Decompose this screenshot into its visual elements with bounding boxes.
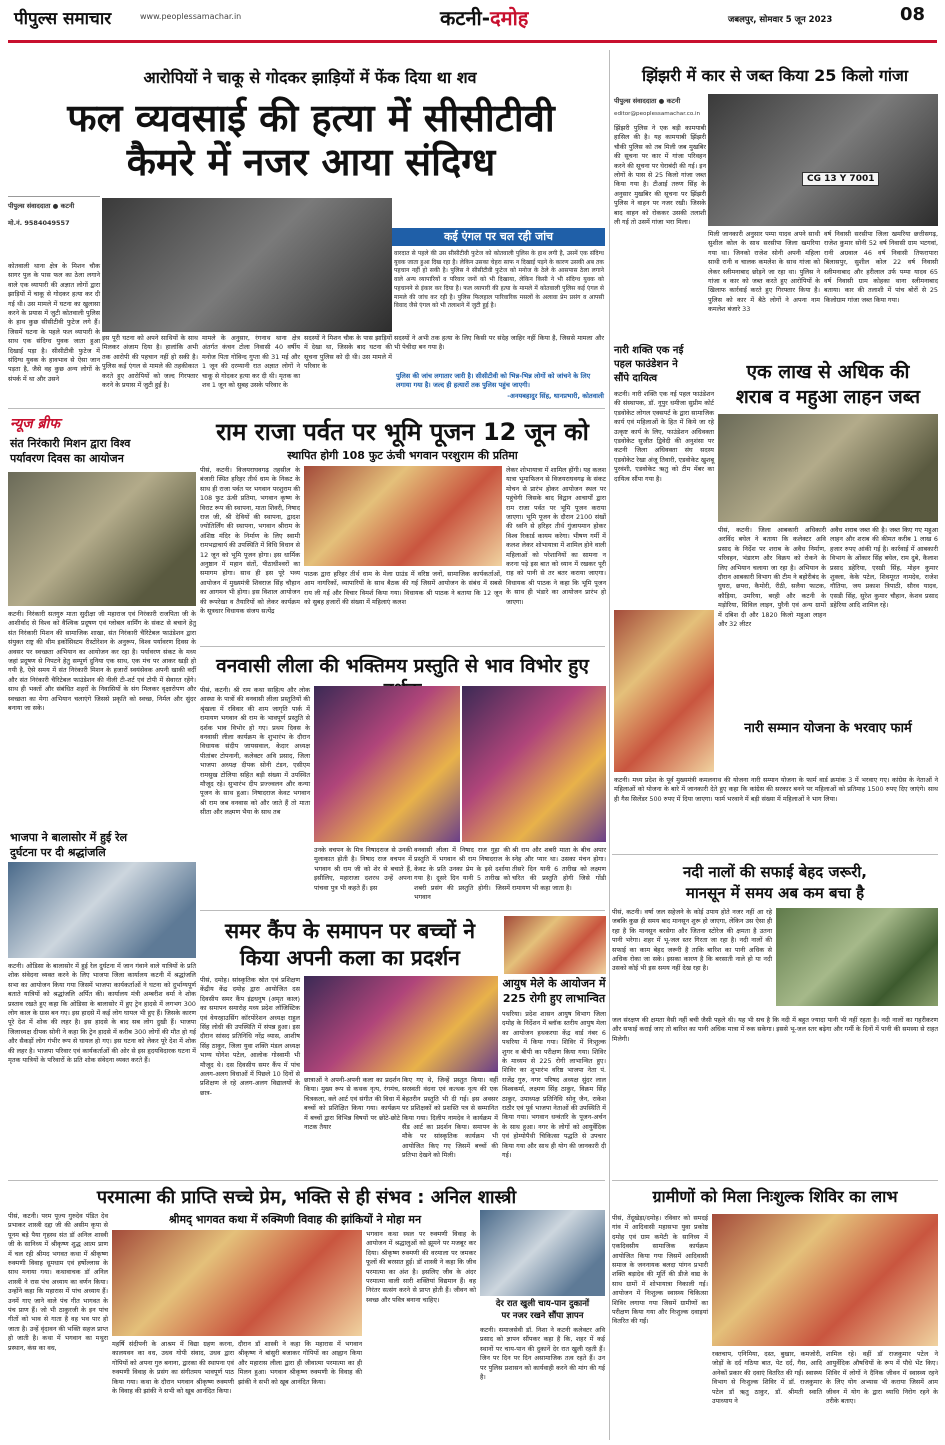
summer-camp-headline-line2: किया अपनी कला का प्रदर्शन (240, 946, 460, 970)
vanvasi-col-4: श्री राम और शबरी माता के बीच अपार स्नेह और प्यार था। उसका मंचन होगा। तीसरे दिन यानी 6 तारीख को लक्ष्मण चरित की प्रस्तुति होगी जिसे गोंडी रामायण भी कहा जाता है। (512, 846, 606, 892)
felicitation-photo (314, 686, 460, 842)
anil-col-4: भगवान कथा स्थल पर रुक्मणी विवाह के आयोजन में श्रद्धालुओं को झूमने पर मजबूर कर दिया। श्रीकृष्ण रुक्मणी की वरमाला पर जमकर फूलों की बरसात हुई। डॉ शास्त्री ने कहा कि जीव परमात्मा का अंश है। इसलिए जीव के अंदर परमात्मा वाली सारी शक्तियां विद्यमान हैं। वह निरंतर सत्संग करने से प्राप्त होती हैं। जीवन को स्वच्छ और पवित्र बनाना चाहिए। (366, 1230, 476, 1304)
lead-kicker: आरोपियों ने चाकू से गोदकर झाड़ियों में फेंक दिया था शव (143, 68, 477, 87)
newspaper-logo: पीपुल्स समाचार (14, 9, 112, 29)
car-number-plate: CG 13 Y 7001 (802, 172, 879, 186)
sharab-col-2: अवैध शराब जब्त की है। जब्त किए गए महुआ लाहन और शराब की कीमत करीब 1 लाख 6 हजार रुपए आंकी गई है। कार्रवाई में आबकारी विभाग के ओंकार सिंह बघेल, राम दुबे, कैलाश प्रसाद डहेरिया, एसडी सिंह, मोहन कुमार शुक्ला, केके पटेल, शिवमूरत नामदेव, राजेश गौतिया, जय प्रकाश त्रिपाठी, सौरव यादव, एसडी सिंह, सुरेश कुमार चौहान, केशव प्रसाद डहेरिया आदि शामिल रहे। (830, 526, 938, 610)
nadi-col-1: पीसं, कटनी। वर्षा जल सहेजने के कोई उपाय होते नजर नहीं आ रहे जबकि कुछ ही समय बाद मानसून शुरू हो जाएगा, लेकिन उस ऐसा ही रहा है कि मानसून बरसेगा और जितना स्टोरेज की क्षमता है उतना पानी भरेगा। शहर में भू-जल स्तर गिरता जा रहा है। नदी नालों की सफाई का काम बेहद जरूरी है ताकि बारिश का पानी अधिक से अधिक रोका जा सके। इसका कारण है कि बरसाती नाले हो या नदी उसको कोई भी इस समय नहीं देख रहा है। (612, 908, 772, 973)
brief-2-text: कटनी। ओडिसा के बालासोर में हुई रेल दुर्घटना में जान गंवाने वाले यात्रियों के प्रति शोक संवेदना व्यक्त करने के लिए भाजपा जिला कार्यालय कटनी में श्रद्धांजलि सभा का आयोजन किया गया जिसमें भाजपा कार्यकर्ताओं ने घटना को दुर्भाग्यपूर्ण बताते यात्रियों को श्रद्धांजलि अर्पित की। कार्यालय मंत्री अम्बरीश वर्मा ने शोक प्रस्ताव रखते हुए कहा कि ओडिसा के बालासोर में हुए ट्रेन हादसे में लगभग 300 लोग काल के ग्रास बन गए। इस हादसे में कई लोग घायल भी हुए हैं। जिसके कारण पूरे देश में शोक की लहर है। इस हादसे के बाद सब लोग दुखी हैं। भाजपा जिलाध्यक्ष दीपक सोनी ने कहा कि ट्रेन हादसे में करीब 300 लोगों की मौत हो गई और सैकड़ों लोग गंभीर रूप से घायल हो गए। इस घटना को लेकर पूरे देश में शोक की लहर है। भाजपा परिवार एवं कार्यकर्ताओं की ओर से इस हृदयविदारक घटना में मृतक यात्रियों के परिवारों के प्रति शोक संवेदना व्यक्त करते हैं। (8, 962, 196, 1065)
summer-camp-col-2: छात्राओं ने अपनी-अपनी कला का प्रदर्शन किया। मुख्य रूप से कथक नृत्य, रंगमंच, चित्रकला, क्ले आर्ट एवं संगीत की विधा में बच्चों को प्रशिक्षित किया गया। कार्यक्रम में बच्चों द्वारा विभिन्न विषयों पर छोटे-छोटे नाटक तैयार (304, 1076, 400, 1132)
sharab-headline-line1: एक लाख से अधिक की (746, 361, 910, 383)
vanvasi-col-3: वनवासी लीला में निषाद राज गुहा की प्रस्तुति में भगवान श्री राम निषादराज के केवट के प्रति उनका प्रेम के इसे दर्शाया गया है। दूसरे दिन यानी 5 तारीख को शबरी प्रसंग की प्रस्तुति होगी। जिसमें भगवान (414, 846, 510, 902)
section-title-damoh: दमोह (490, 6, 529, 30)
health-camp-photo (712, 1214, 938, 1346)
summer-camp-headline (200, 918, 500, 972)
brief-1-headline (10, 436, 190, 466)
lead-byline-box (8, 196, 100, 250)
vanvasi-col-2: उनके वचपन के मित्र निषादराज से उनकी मुलाकात होती है। निषाद राज वचपन में भगवान श्री राम जी को शेर से बचाते हैं, इसीलिए, महाराजा दशरथ उन्हें अपना पांचवा पुत्र भी कहते हैं। इस (314, 846, 412, 892)
anil-col-3: दौरान डॉ शास्त्री ने कहा कि महारास में भगवान श्रीकृष्ण ने बांसुरी बजाकर गोपियों का आह्वान किया और महारास लीला द्वारा ही जीवात्मा परमात्मा का ही मिलन हुआ। भगवान श्रीकृष्ण रुक्मणी के विवाह की झांकी ने सभी को खूब आनंदित किया। (238, 1340, 362, 1386)
memorandum-photo (480, 1210, 605, 1296)
lead-headline-2: कैमरे में नजर आया संदिग्ध (126, 140, 496, 184)
divider-vertical (609, 50, 610, 1440)
river-photo (776, 908, 938, 1006)
summer-camp-col-1: पीसं, दमोह। सांस्कृतिक स्रोत एवं प्रशिक्षण केंद्रीय केंद्र दमोह द्वारा आयोजित दस दिवसीय समर कैंप इंद्रधनुष (अमृत काल) का समापन समारोह मध्य प्रदेश लॉजिस्टिक एवं वेयरहाउसिंग कॉरपोरेशन अध्यक्ष राहुल सिंह लोधी की उपस्थिति में संपन्न हुआ। इस दौरान सांसद प्रतिनिधि नरेंद्र व्यास, आशीष सिंह ठाकुर, जिला युवा शक्ति मंडल अध्यक्ष भाग्य योगेश पटेल, आलोक गोस्वामी भी मौजूद थे। दस दिवसीय समर कैंप में पांच अलग-अलग विधाओं में पिछले 10 दिनों से प्रशिक्षण ले रहे अलग-अलग विद्यालयों के छात्र- (200, 976, 300, 1097)
dateline: जबलपुर, सोमवार 5 जून 2023 (728, 15, 833, 25)
vanvasi-headline: वनवासी लीला की भक्तिमय प्रस्तुति से भाव विभोर हुए (216, 655, 589, 677)
nari-shakti-text: कटनी। नारी शक्ति एक नई पहल फाउंडेशन की संस्थापक, डॉ. नूपुर धमीजा सुप्रीम कोर्ट एडवोकेट लोगल एक्सपर्ट के द्वारा सामाजिक कार्य एवं महिलाओं के हित में किये जा रहे उत्कृष्ट कार्य के लिए, फाउंडेशन अधिवक्ता एडवोकेट सुजीत द्विवेदी की अनुशंसा पर कटनी जिला अधिवक्ता संघ सदस्य एडवोकेट रेखा अंजू तिवारी, एडवोकेट खुशबू पुरवंशी, एडवोकेट ऋतु को टीम मेंबर का दायित्व सौंपा गया है। (614, 390, 714, 483)
website-url[interactable]: www.peoplessamachar.in (140, 12, 242, 21)
quote-attribution: -अनयबहादुर सिंह, थानप्रभारी, कोतवाली (507, 392, 604, 400)
sharab-col-1: पीसं, कटनी। जिला आबकारी अधिकारी अरविंद बघेल ने बताया कि कलेक्टर अवि प्रसाद के निर्देश पर शराब के अवैध निर्माण, परिवहन, भंडारण और विक्रय को रोकने के लिए अभियान चलाया जा रहा है। अभियान के दौरान आबकारी विभाग की टीम ने बहोरीबंद के घुघरा, छपरा, कैमोरी, रीठी, सलैया फाटक, कौड़िया, उमरिया, बरही और कटनी के मड़ोरिया, सिविल लाइन, पुरैनी एवं अन्य ग्रामों में दबिश दी और 1820 किलो महुआ लाहन और 32 लीटर (718, 526, 826, 629)
masthead (0, 0, 945, 46)
gramin-col-2: रक्तचाप, एनिमिया, दस्त, बुखार, कमजोरी, जोड़ों के दर्द गठिया बात, पेट दर्द, गैस, आदि अनेकों प्रकार की दवाएं वितरित की गईं। स्वास्थ्य विभाग से निःशुल्क शिविर में डॉ. राजकुमार पटेल डॉ ऋतु ठाकुर, डॉ. श्रीमती स्वाति उपाध्याय ने (712, 1350, 822, 1406)
anil-headline: परमात्मा की प्राप्ति सच्चे प्रेम, भक्ति से ही संभव : अनिल शास्त्री (96, 1187, 517, 1208)
nadi-col-2: जल संरक्षण की क्षमता वैसी नहीं बची जैसी पहले थी। यह भी सच है कि नदी में बहुत ज्यादा पानी भी नहीं रहता है। नदी नालों का गहरीकरण और सफाई कराई जाए तो बारिश का पानी अधिक मात्रा में रुक सकेगा। इससे भू-जल स्तर बढ़ेगा और गर्मी के दिनों में पानी की समस्या से राहत मिलेगी। (612, 1016, 938, 1043)
anil-col-1: पीसं, कटनी। परम पूज्य गुरुदेव पंडित देव प्रभाकर शास्त्री दद्दा जी की असीम कृपा से पूनम बड़े पैया गृहस्थ संत डॉ अनिल शास्त्री जी के सानिध्य में श्रीकृष्ण शुद्ध आत्म प्राण में चल रही श्रीमद भगवत कथा में श्रीकृष्ण रुक्मणी विवाह धूमधाम एवं हर्षोल्लास के साथ मनाया गया। कथावाचक डॉ अनिल शास्त्री ने रास पंच अध्याय का वर्णन किया। उन्होंने कहा कि महारास में पांच अध्याय हैं। उनमें गाए जाने वाले पंच गीत भागवत के पंच प्राण हैं। जो भी ठाकुरजी के इन पांच गीतों को भाव से गाता है वह भव पार हो जाता है। उन्हें वृंदावन की भक्ति सहज प्राप्त हो जाती है। कथा में भगवान का मथुरा प्रस्थान, कंस का वध, (8, 1212, 108, 1352)
memorandum-headline-line1: देर रात खुली चाय-पान दुकानों (495, 1299, 590, 1309)
nari-shakti-headline (614, 344, 714, 386)
lead-headline-1: फल व्यवसाई की हत्या में सीसीटीवी (67, 96, 555, 140)
investigation-box-text: वारदात से पहले की उस सीसीटीवी फुटेज को कोतवाली पुलिस के हाथ लगी है, उसमें एक संदिग्ध युवक जाता हुआ दिख रहा है। लेकिन उसका चेहरा साफ न दिखाई पड़ने के कारण उसकी अब तक पहचान नहीं हो सकी है। पुलिस ने सीसीटीवी फुटेज को मनोज के ठेले के आसपास ठेला लगाने वाले अन्य व्यापारियों व परिवार जनों को भी दिखाया, लेकिन किसी ने भी संदिग्ध युवक को पहचानने से इंकार कर दिया है। फल व्यापारी की हत्या के मामले में कोतवाली पुलिस कई एंगल से मामले की जांच कर रही है। पुलिस फिलहाल पारिवारिक मसलों के अलावा प्रेम प्रसंग व आपसी विवाद जैसे एंगल को भी तलाशने में जुटी हुई है। (394, 250, 604, 310)
gramin-headline: ग्रामीणों को मिला निःशुल्क शिविर का लाभ (652, 1187, 898, 1206)
summer-camp-headline-line1: समर कैंप के समापन पर बच्चों ने (224, 919, 476, 943)
sharab-headline (718, 360, 938, 410)
cctv-photo (102, 198, 392, 332)
ram-raja-headline: राम राजा पर्वत पर भूमि पूजन 12 जून को (216, 418, 589, 446)
lead-col-1: कोतवाली थाना क्षेत्र के मिशन चौक सागर पुल के पास फल का ठेला लगाने वाले एक व्यापारी की अज्ञात लोगों द्वारा झाड़ियों में चाकू से गोदकर हत्या कर दी गई थी। उस मामले में घटना का खुलासा करने के प्रयास में जुटी कोतवाली पुलिस के हाथ कुछ सीसीटीवी फुटेज लगे हैं। जिसमें घटना के पहले फल व्यापारी के साथ एक संदिग्ध युवक जाता हुआ दिखाई पड़ा है। सीसीटीवी फुटेज में संदिग्ध युवक के हावभाव से ऐसा जान पड़ता है, जैसे वह कुछ अन्य लोगों के संपर्क में था और उसने (8, 262, 100, 383)
nadi-headline (612, 862, 938, 904)
brief-1-headline-line2: पर्यावरण दिवस का आयोजन (10, 452, 124, 465)
form-filling-photo (614, 610, 714, 772)
meeting-photo (304, 466, 502, 566)
lead-col-4: सदस्यों ने मिशन चौक के पास झाड़ियों में देखा था, जिसके बाद घटना की सूचना पुलिस को दी थी। उस मामले में परिवार के (304, 334, 392, 371)
award-photo (504, 916, 606, 974)
jhinjhari-byline: पीपुल्स संवाददाता ● कटनी (614, 97, 681, 105)
lead-col-5: सदस्यों ने अभी तक हत्या के लिए किसी पर संदेह जाहिर नहीं किया है, जिससे मामला और भी पेचीदा बन गया है। (394, 334, 604, 352)
jhinjhari-email[interactable]: editor@peoplessamachar.co.in (614, 111, 701, 117)
nari-shakti-headline-line3: सौंपे दायित्व (614, 373, 658, 384)
children-performance-photo (304, 976, 498, 1072)
ayush-headline (502, 976, 606, 1006)
nadi-headline-line2: मानसून में समय अब कम बचा है (685, 884, 865, 902)
ram-raja-col-3: लेकर शोभायात्रा में शामिल होंगी। यह कलश यात्रा भूमाफिलन से विजयराघवगढ़ के संकट मोचन से प्रारंभ होकर आयोजन स्थल पर पहुंचेगी जिसके बाद विद्वान आचार्यों द्वारा राम राजा पर्वत पर भूमि पूजन कराया जाएगा। भूमि पूजन के दौरान 2100 संखों की ध्वनि से हरिहर तीर्थ गुंजायमान होकर विश्व रिकार्ड कायम करेगा। भीषण गर्मी में कलश लेकर शोभायात्रा में शामिल होने वाली महिलाओं को परेशानियों का सामना न करना पड़े इस बात को ध्यान में रखकर पूरी राह को पानी से तर बतर कराया जाएगा। विधायक श्री पाठक ने कहा कि भूमि पूजन के साथ ही भंडारे का आयोजन प्रारंभ हो जाएगा। (506, 466, 606, 606)
news-brief-label: न्यूज ब्रीफ (10, 416, 60, 432)
divider-vanvasi (200, 910, 605, 911)
ram-raja-subhead: स्थापित होगी 108 फुट ऊंची भगवान परशुराम की प्रतिमा (287, 449, 518, 462)
page-number: 08 (900, 4, 926, 25)
ayush-text: पथरिया। प्रदेश शासन आयुष विभाग जिला दमोह के निर्देशन में ब्लॉक स्तरीय आयुष मेला का आयोजन हथकरघा केंद्र वार्ड नंबर 6 पथरिया में किया गया। शिविर में निःशुल्क शुगर व बीपी का परीक्षण किया गया। शिविर के माध्यम से 225 रोगी लाभान्वित हुए। शिविर का शुभारंभ वरिष्ठ भाजपा नेता पं. राजेंद्र गुरु, नगर परिषद अध्यक्ष सुंदर लाल विश्वकर्मा, लक्ष्मण सिंह ठाकुर, विक्रम सिंह ठाकुर, उपाध्यक्ष प्रतिनिधि सोनू जैन, राकेश राठौर एवं पूर्व भाजपा नेताओं की उपस्थिति में किया गया। भगवान धन्वंतरि के पूजन-अर्चन के साथ हुआ। नगर के लोगों को आयुर्वेदिक एवं होम्योपैथी चिकित्सा पद्धति से उपचार किया गया और साथ ही योग की जानकारी दी गई। (502, 1010, 606, 1160)
nari-shakti-headline-line1: नारी शक्ति एक नई (614, 345, 684, 356)
memorandum-headline (480, 1298, 605, 1322)
cleanliness-photo (8, 472, 196, 606)
nadi-headline-line1: नदी नालों की सफाई बेहद जरूरी, (683, 863, 867, 881)
gramin-col-3: शामिल रहे। वहीं डॉ राजकुमार पटेल ने आयुर्वेदिक औषधियों के रूप में पौधे भेंट किए। शिविर में लोगों ने दैनिक जीवन में स्वास्थ्य रहने के लिए योग अभ्यास भी कराया जिसमें आम जीवन में योग के द्वारा व्याधि निरोग रहने के तरीके बताए। (826, 1350, 938, 1406)
ayush-headline-line2: 225 रोगी हुए लाभान्वित (502, 992, 606, 1005)
lead-mobile: मो.नं. 9584049557 (8, 219, 70, 227)
jhinjhari-byline-box (614, 96, 706, 117)
divider-right-2 (612, 1180, 938, 1181)
dance-photo (462, 686, 606, 842)
brief-2-headline-line1: भाजपा ने बालासोर में हुई रेल (10, 831, 128, 844)
jhinjhari-headline: झिंझरी में कार से जब्त किया 25 किलो गांजा (641, 66, 909, 85)
ayush-headline-line1: आयुष मेले के आयोजन में (502, 977, 606, 990)
vanvasi-col-1: पीसं, कटनी। श्री राम कथा साहित्य और लोक आस्था के पात्रों की वनवासी लीला प्रस्तुतियों की श्रृंखला में रविवार की शाम जागृति पार्क में रामायण भगवान श्री राम के भावपूर्ण प्रस्तुति से दर्शक भाव विभोर हो गए। प्रथम दिवस के वनवासी लीला कार्यक्रम के शुभारंभ के दौरान विधायक संदीप जायसवाल, केदार अध्यक्ष पीतांबर टोपनानी, कलेक्टर अवि प्रसाद, जिला भाजपा अध्यक्ष दीपक सोनी टंडन, एसीएम रामसुख टोलिया सहित बड़ी संख्या में उपस्थित मौजूद रहे। सुभारंभ दीप प्रज्ज्वलन और कन्या पूजन के साथ हुआ। निषादराज केवट भगवान श्री राम जब वनवास को और जाते हैं तो माता सीता और लक्ष्मण भैया के साथ तब (200, 686, 310, 817)
jhinjhari-col-3: वर्ष निवासी सरसीपा जिला खमरिया छत्तीसगढ़, राजेश कुमार सोनी 52 वर्ष निवासी ग्राम भटगवां, रानी अग्रवाल 46 वर्ष निवासी तिफरापारा बिलासपुर, सुशील कोल 22 वर्ष निवासी स्लीमनाबाद और हरीलाल उर्फ पम्पा यादव 65 वर्ष निवासी ग्राम कोहका थाना स्लीमनाबाद बताया। कार की तलाशी में पांच बोरों से 25 किलोग्राम गांजा जब्त किया गया। (824, 230, 938, 304)
nari-shakti-headline-line2: पहल फाउंडेशन ने (614, 359, 678, 370)
anil-subhead: श्रीमद् भागवत कथा में रुक्मिणी विवाह की झांकियों ने मोहा मन (168, 1213, 422, 1226)
section-title-katni: कटनी- (440, 6, 491, 30)
memorandum-text: कटनी। समाजसेवी डॉ. निशा ने कटनी कलेक्टर अवि प्रसाद को ज्ञापन सौंपकर कहा है कि, शहर में कई स्थानों पर चाय-पान की दुकानें देर रात खुली रहती हैं। जिन पर दिन पर दिन असामाजिक तत्व रहते हैं। उन पर पुलिस प्रशासन को कार्यवाही करने की मांग की गई है। (480, 1326, 605, 1382)
liquor-seizure-photo (718, 414, 938, 522)
lead-col-2: इस पूरी घटना को अपने साथियों के साथ मिलकर अंजाम दिया है। हालांकि अभी तक आरोपी की पहचान नहीं हो सकी है। पुलिस कई एंगल से मामले की तहकीकात करते हुए आरोपियों को जल्द गिरफ्तार करने के प्रयास में जुटी हुई है। (102, 334, 198, 390)
quote-text: पुलिस की जांच लगातार जारी है। सीसीटीवी को भिन्न-भिन्न लोगों को जांचने के लिए लगाया गया है। जल्द ही हत्यारों तक पुलिस पहुंच जाएगी। (396, 372, 591, 389)
jhinjhari-col-2: मिली जानकारी अनुसार पम्पा यादव अपने साथी सुशील कोल के साथ सरसीपा जिला खमरिया गया था। जिनको राजेश सोनी अपनी महिला साथी रानी व चालक कमलेश के साथ गांजा को लेकर स्लीमनाबाद छोड़ने जा रहा था। पुलिस ने गांजा व कार को जब्त करते हुए आरोपियों के खिलाफ कार्रवाई करते हुए गिरफ्तार किया है। पुलिस को कार में बैठे लोगों ने अपना नाम कमलेश बंजारे 33 (708, 230, 820, 314)
investigation-sidebar-title: कई एंगल पर चल रही जांच (392, 228, 605, 246)
brief-1-headline-line1: संत निरंकारी मिशन द्वारा विश्व (10, 437, 131, 450)
sharab-headline-line2: शराब व महुआ लाहन जब्त (735, 386, 921, 408)
summer-camp-col-3: किए गए थे, जिन्हें प्रस्तुत किया। वहीं सरस्वती वंदना एवं कत्थक नृत्य की एक बेहतरीन प्रस्तुति भी दी गई। इस अवसर पर प्रशिक्षकों को प्रशस्ति पत्र से सम्मानित किया गया। दिलीप नामदेव ने कार्यक्रम में सैंड आर्ट का प्रदर्शन किया। समापन के मौके पर सांस्कृतिक कार्यक्रम भी आयोजित किए गए जिसमें बच्चों की प्रतिभा देखने को मिली। (402, 1076, 498, 1160)
jhinjhari-col-1: झिंझरी पुलिस ने एक बड़ी कामयाबी हासिल की है। यह कामयाबी झिंझरी चौकी पुलिस को तब मिली जब मुखबिर की सूचना पर कार में गांजा परिवहन करने की सूचना पर घेराबंदी की गई। इन लोगों के पास से 25 किलो गांजा जब्त किया गया है। टीआई तरुण सिंह के अनुसार मुखबिर की सूचना पर झिंझरी पुलिस ने वाहन पर नजर रखी। जिसके बाद वाहन को रोककर उसकी तलाशी ली गई तो उसमें गांजा भरा मिला। (614, 124, 706, 227)
bhagwat-katha-photo (112, 1230, 362, 1336)
brief-1-text: कटनी। निरंकारी सतगुरु माता सुदीक्षा जी महाराज एवं निरंकारी राजपिता जी के आशीर्वाद से विश्व को वैश्विक प्रदूषण एवं ग्लोबल वार्मिंग के संकट से बचाने हेतु संत निरंकारी मिशन की सामाजिक शाखा, संत निरंकारी चैरिटेबल फाउंडेशन द्वारा संयुक्त राष्ट्र की थीम इकोसिस्टम रीस्टोरेशन के अनुरूप, विश्व पर्यावरण दिवस के अवसर पर स्वच्छता अभियान का आयोजन कर रहा है। पर्यावरण संकट के मध्य जहां प्रदूषण से निपटने हेतु सम्पूर्ण दुनिया एक साथ, एक मंच पर आकर खड़ी हो गयी है, ऐसे समय में संत निरंकारी मिशन के हजारों स्वयंसेवक अपनी खाकी वर्दी और संत निरंकारी चैरिटेबल फाउंडेशन की नीली टी-शर्ट एवं टोपी में सेवारत रहेंगे। साथ ही भक्तों और संबंधित शहरों के निवासियों के संग मिलकर वृक्षारोपण और स्वच्छता का मेगा अभियान चलाएंगे जिससे प्रकृति को स्वच्छ, निर्मल और सुंदर बनाया जा सके। (8, 610, 196, 713)
brief-2-headline-line2: दुर्घटना पर दी श्रद्धांजलि (10, 846, 106, 859)
lead-quote (396, 372, 604, 401)
lead-byline: पीपुल्स संवाददाता ● कटनी (8, 202, 75, 210)
nari-samman-text: कटनी। मध्य प्रदेश के पूर्व मुख्यमंत्री कमलनाथ की योजना नारी सम्मान योजना के फार्म वार्ड क्रमांक 3 में भरवाए गए। कांग्रेस के नेताओं ने महिलाओं को योजना के बारे में जानकारी देते हुए कहा कि कांग्रेस की सरकार बनने पर महिलाओं को प्रतिमाह 1500 रुपए दिए जाएंगे। साथ ही गैस सिलेंडर 500 रुपए में दिया जाएगा। फार्म भरवाने में बड़ी संख्या में महिलाओं ने भाग लिया। (614, 776, 938, 803)
memorandum-headline-line2: पर नजर रखने सौंपा ज्ञापन (501, 1311, 584, 1321)
ram-raja-col-1: पीसं, कटनी। विजयराघवगढ़ तहसील के बंजारी स्थित हरिहर तीर्थ धाम के निकट के साथ ही राजा पर्वत पर भगवान परशुराम की 108 फुट ऊंची प्रतिमा, भगवान कृष्ण के विराट रूप की स्थापना, माता शिवरी, निषाद राज जी, श्री देवियों की स्थापना, द्वादश ज्योतिर्लिंग की स्थापना, भगवान श्रीराम के अंशिष्ठ मंदिर के निर्माण के लिए स्वामी रामभद्राचार्य की उपस्थिति में विधि विधान से 12 जून को भूमि पूजन होगा। इस धार्मिक अनुष्ठान में महान संतों, पीठाधीश्वरों का समागम होगा। साथ ही इस पूरे भव्य आयोजन में मुख्यमंत्री शिवराज सिंह चौहान का आगमन भी होगा। इस विशाल आयोजन की रूपरेखा व तैयारियों को लेकर कार्यक्रम के सूत्रधार विधायक संजय सत्येंद्र (200, 466, 300, 616)
brief-2-headline (10, 830, 190, 860)
section-title (440, 4, 528, 31)
nari-samman-headline: नारी सम्मान योजना के भरवाए फार्म (744, 721, 912, 736)
lead-col-3: मामले के अनुसार, रंगनाथ थाना क्षेत्र अंतर्गत कंचन टोला निवासी 40 वर्षीय मनोज पिता गोविन्द गुप्ता की 31 मई और 1 जून की दरम्यानी रात अज्ञात लोगों ने चाकू से गोदकर हत्या कर दी थी। मृतक का शव 1 जून को सुबह उसके परिवार के (202, 334, 300, 390)
gramin-col-1: पीसं, तेंदूखेड़ा/दमोह। रविवार को समदई गांव में आदिवासी महासभा युवा प्रकोष्ठ दमोह एवं ग्राम कमेटी के सानिध्य में एकदिवसीय सामाजिक कार्यक्रम आयोजित किया गया जिसमें आदिवासी समाज के जननायक बलदा पांगन प्रभारी शक्ति बड़ादेव की मूर्ति की डीजे वाद्य के साथ ग्रामों में शोभायात्रा निकाली गई। आयोजन में निःशुल्क स्वास्थ्य चिकित्सा शिविर लगाया गया जिसमें ग्रामीणों का परीक्षण किया गया और निःशुल्क दवाइयां वितरित की गईं। (612, 1214, 708, 1326)
seized-car-photo (708, 94, 938, 226)
divider-summer (8, 1180, 605, 1181)
tribute-photo (8, 862, 196, 958)
divider-lead (8, 408, 605, 409)
divider-ram-raja (200, 646, 605, 647)
anil-col-2: महर्षि संदीपनी के आश्रम में विद्या ग्रहण करना, कालयवन का वध, उधव गोपी संवाद, उधव द्वारा गोपियों को अपना गुरु बनाना, द्वारका की स्थापना एवं रुक्मणी विवाह के प्रसंग का संगीतमय भावपूर्ण पाठ किया गया। कथा के दौरान भगवान श्रीकृष्ण रुक्मणी के विवाह की झांकी ने सभी को खूब आनंदित किया। (112, 1340, 234, 1396)
masthead-rule (8, 40, 937, 43)
divider-right-1 (612, 854, 938, 855)
ram-raja-col-2: पाठक द्वारा हरिहर तीर्थ धाम के मेला ग्राउंड में वरिष्ठ जनों, सामाजिक कार्यकर्ताओं, आम नागरिकों, व्यापारियों के साथ बैठक की गई जिसमें आयोजन के संबंध में सबसे राय ली गई और विचार विमर्श किया गया। विधायक श्री पाठक ने बताया कि 12 जून को सुबह हजारों की संख्या में महिलाएं कलश (304, 570, 502, 607)
